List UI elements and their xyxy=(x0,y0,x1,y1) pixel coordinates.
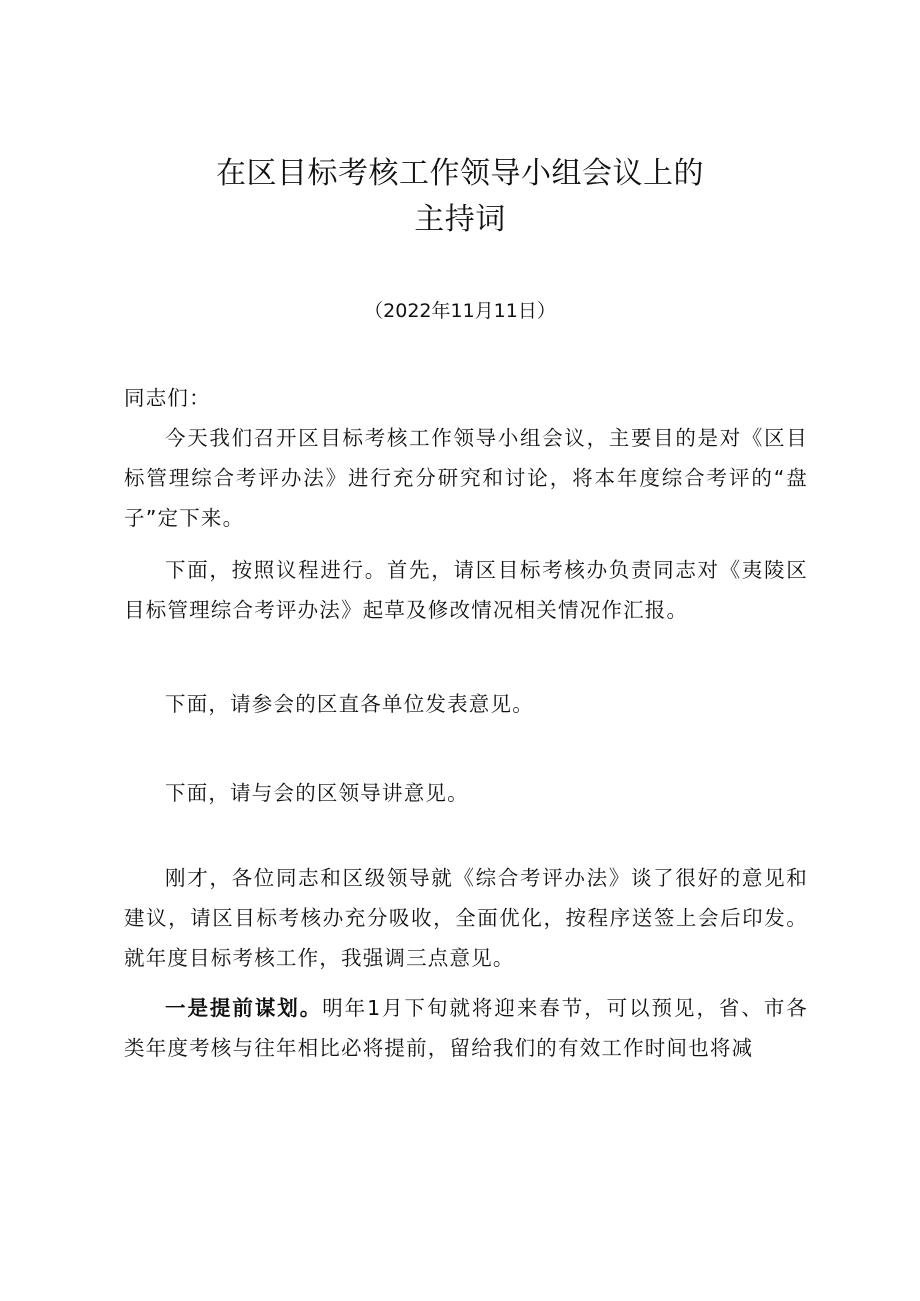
document-title-line-1: 在区目标考核工作领导小组会议上的 xyxy=(216,156,704,191)
paragraph-point-one xyxy=(124,988,808,1068)
paragraph-summary: 刚才，各位同志和区级领导就《综合考评办法》谈了很好的意见和建议，请区目标考核办充分吸收，全面优化，按程序送签上会后印发。就年度目标考核工作，我强调三点意见。 xyxy=(124,866,808,970)
point-one-lead: 一是提前谋划。 xyxy=(165,996,323,1020)
document-title-line-2: 主持词 xyxy=(414,202,506,237)
document-date: （2022年11月11日） xyxy=(364,300,556,322)
paragraph-opening: 今天我们召开区目标考核工作领导小组会议，主要目的是对《区目标管理综合考评办法》进行充分研究和讨论，将本年度综合考评的“盘子”定下来。 xyxy=(124,426,808,530)
point-one-text: 明年1月下旬就将迎来春节，可以预见，省、市各类年度考核与往年相比必将提前，留给我们的有效工作时间也将减 xyxy=(124,996,808,1060)
salutation: 同志们： xyxy=(124,386,211,410)
paragraph-units-opinions: 下面，请参会的区直各单位发表意见。 xyxy=(165,692,534,716)
paragraph-leaders-opinions: 下面，请与会的区领导讲意见。 xyxy=(165,781,469,805)
paragraph-agenda: 下面，按照议程进行。首先，请区目标考核办负责同志对《夷陵区目标管理综合考评办法》起草及修改情况相关情况作汇报。 xyxy=(124,558,808,622)
